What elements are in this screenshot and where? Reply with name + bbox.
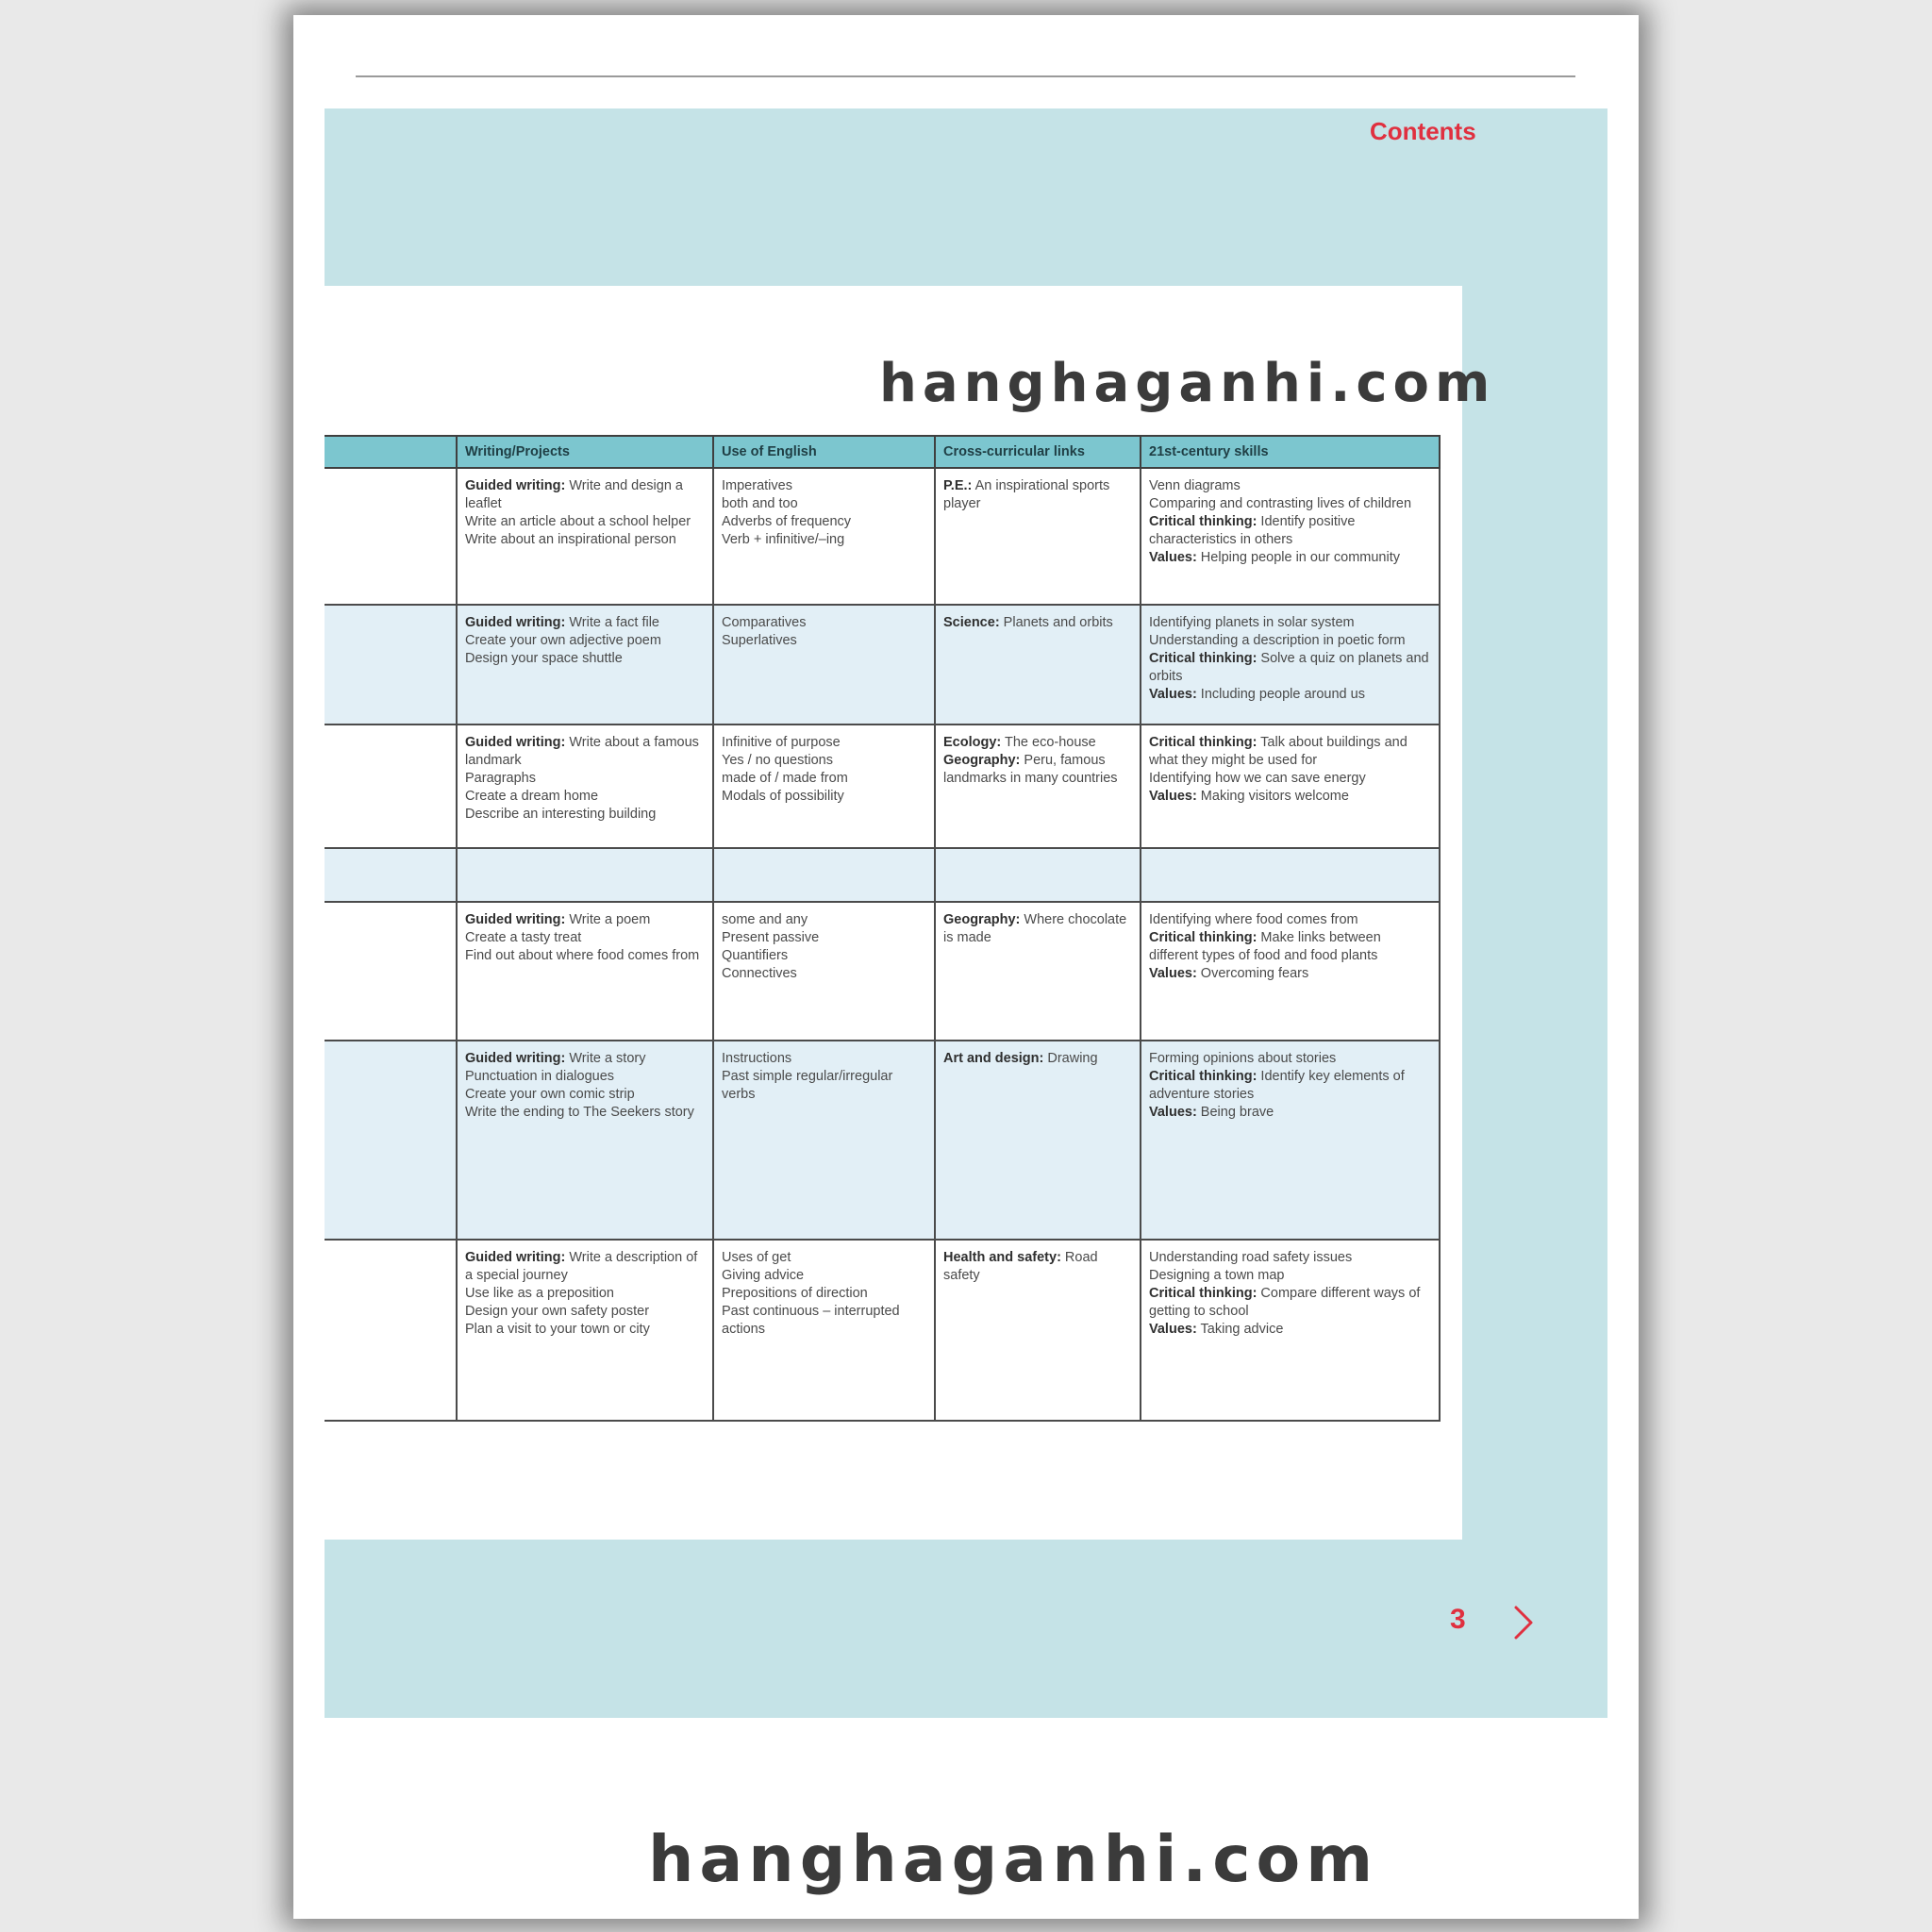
cell-line (722, 911, 926, 929)
cell-skills (1141, 468, 1440, 605)
cell-line (1149, 734, 1431, 770)
line-text: Superlatives (722, 633, 797, 648)
cell-line (1149, 911, 1431, 929)
cell-line (722, 788, 926, 806)
line-text: Create your own adjective poem (465, 633, 661, 648)
cell-line (943, 752, 1132, 788)
line-text: Write a fact file (565, 615, 659, 630)
line-label: Values: (1149, 1322, 1197, 1337)
cell-line (722, 495, 926, 513)
cell-english (713, 724, 935, 848)
table-row (325, 848, 1440, 902)
line-text: made of / made from (722, 771, 848, 786)
line-label: Guided writing: (465, 1250, 566, 1265)
cell-links (935, 605, 1141, 724)
line-text: Connectives (722, 966, 797, 981)
cell-line (465, 632, 705, 650)
line-text: Identifying how we can save energy (1149, 771, 1366, 786)
cell-line (722, 1050, 926, 1068)
cell-writing (457, 1240, 713, 1421)
line-text: Paragraphs (465, 771, 536, 786)
line-text: Talk about buildings and what they might be used for (1149, 735, 1407, 768)
line-label: Critical thinking: (1149, 1069, 1257, 1084)
line-text: Comparatives (722, 615, 807, 630)
line-text: Quantifiers (722, 948, 789, 963)
contents-link[interactable]: Contents (1370, 117, 1476, 145)
cell-line (465, 513, 705, 531)
cell-line (465, 1086, 705, 1104)
cell-links (935, 724, 1141, 848)
row-label-cell (325, 848, 457, 902)
line-text: Write about a famous landmark (465, 735, 699, 768)
syllabus-table (325, 435, 1441, 1422)
line-text: Uses of get (722, 1250, 791, 1265)
line-text: Design your space shuttle (465, 651, 623, 666)
line-text: Being brave (1196, 1105, 1274, 1120)
cell-line (722, 770, 926, 788)
line-label: Values: (1149, 687, 1197, 702)
cell-line (1149, 1068, 1431, 1104)
cell-line (722, 1285, 926, 1303)
table-row (325, 724, 1440, 848)
cell-line (465, 1068, 705, 1086)
line-text: Solve a quiz on planets and orbits (1149, 651, 1429, 684)
line-text: Describe an interesting building (465, 807, 657, 822)
line-label: Critical thinking: (1149, 514, 1257, 529)
cell-line (1149, 1249, 1431, 1267)
line-text: Including people around us (1196, 687, 1365, 702)
line-text: Write an article about a school helper (465, 514, 691, 529)
column-header: 21st-century skills (1141, 436, 1440, 468)
cell-line (465, 788, 705, 806)
line-text: Write about an inspirational person (465, 532, 676, 547)
line-text: Write and design a leaflet (465, 478, 683, 511)
cell-skills (1141, 1240, 1440, 1421)
table-row (325, 605, 1440, 724)
line-text: Understanding a description in poetic form (1149, 633, 1406, 648)
line-label: Health and safety: (943, 1250, 1061, 1265)
cell-line (722, 947, 926, 965)
line-text: The eco-house (1001, 735, 1096, 750)
line-label: Guided writing: (465, 478, 566, 493)
line-text: Helping people in our community (1196, 550, 1400, 565)
row-label-cell (325, 1240, 457, 1421)
line-text: Verb + infinitive/–ing (722, 532, 845, 547)
line-text: Design your own safety poster (465, 1304, 650, 1319)
table-header-row (325, 436, 1440, 468)
cell-line (722, 752, 926, 770)
line-text: Planets and orbits (999, 615, 1113, 630)
line-label: Science: (943, 615, 1000, 630)
line-text: Making visitors welcome (1196, 789, 1349, 804)
line-text: Taking advice (1196, 1322, 1284, 1337)
cell-line (1149, 1104, 1431, 1122)
cell-writing (457, 1041, 713, 1240)
cell-skills (1141, 724, 1440, 848)
line-label: Guided writing: (465, 615, 566, 630)
cell-line (1149, 549, 1431, 567)
cell-line (1149, 513, 1431, 549)
line-text: Identifying where food comes from (1149, 912, 1358, 927)
cell-line (943, 1249, 1132, 1285)
cell-line (465, 1104, 705, 1122)
line-text: Use like as a preposition (465, 1286, 614, 1301)
cell-line (465, 1249, 705, 1285)
cell-line (943, 614, 1132, 632)
chevron-right-icon[interactable] (1512, 1604, 1535, 1641)
line-text: some and any (722, 912, 808, 927)
cell-line (943, 911, 1132, 947)
row-label-cell (325, 468, 457, 605)
cell-skills (1141, 1041, 1440, 1240)
line-label: Critical thinking: (1149, 735, 1257, 750)
line-text: Past simple regular/irregular verbs (722, 1069, 893, 1102)
table-row (325, 468, 1440, 605)
cell-skills (1141, 848, 1440, 902)
line-text: Present passive (722, 930, 820, 945)
page-number: 3 (1450, 1604, 1466, 1635)
line-label: Values: (1149, 550, 1197, 565)
cell-links (935, 468, 1141, 605)
cell-line (722, 734, 926, 752)
line-text: Imperatives (722, 478, 792, 493)
cell-line (722, 513, 926, 531)
cell-english (713, 468, 935, 605)
column-header (325, 436, 457, 468)
line-label: Guided writing: (465, 735, 566, 750)
cell-line (722, 929, 926, 947)
line-label: Geography: (943, 753, 1021, 768)
cell-line (465, 1050, 705, 1068)
cell-links (935, 848, 1141, 902)
table-row (325, 1041, 1440, 1240)
line-text: Past continuous – interrupted actions (722, 1304, 900, 1337)
top-rule (356, 75, 1575, 77)
line-text: Write a story (565, 1051, 646, 1066)
cell-english (713, 848, 935, 902)
line-label: Values: (1149, 789, 1197, 804)
line-text: Create a dream home (465, 789, 599, 804)
row-label-cell (325, 902, 457, 1041)
cell-line (1149, 788, 1431, 806)
line-label: Guided writing: (465, 912, 566, 927)
line-text: Write a description of a special journey (465, 1250, 698, 1283)
cell-line (722, 477, 926, 495)
line-label: Art and design: (943, 1051, 1044, 1066)
line-label: Values: (1149, 966, 1197, 981)
line-label: Guided writing: (465, 1051, 566, 1066)
cell-line (465, 614, 705, 632)
cell-line (722, 1249, 926, 1267)
line-text: Modals of possibility (722, 789, 844, 804)
column-header: Writing/Projects (457, 436, 713, 468)
cell-line (1149, 632, 1431, 650)
line-label: P.E.: (943, 478, 973, 493)
line-label: Ecology: (943, 735, 1002, 750)
line-text: Find out about where food comes from (465, 948, 700, 963)
row-label-cell (325, 724, 457, 848)
cell-writing (457, 848, 713, 902)
cell-line (1149, 614, 1431, 632)
line-text: Road safety (943, 1250, 1098, 1283)
line-text: Infinitive of purpose (722, 735, 841, 750)
watermark-text: hanghaganhi.com (648, 1823, 1379, 1897)
cell-line (1149, 477, 1431, 495)
cell-line (722, 1303, 926, 1339)
cell-line (722, 1267, 926, 1285)
cell-skills (1141, 902, 1440, 1041)
cell-english (713, 902, 935, 1041)
line-text: Overcoming fears (1196, 966, 1309, 981)
cell-links (935, 1240, 1141, 1421)
cell-line (1149, 495, 1431, 513)
cell-line (1149, 1050, 1431, 1068)
cell-english (713, 1041, 935, 1240)
line-label: Critical thinking: (1149, 651, 1257, 666)
cell-line (943, 1050, 1132, 1068)
cell-line (1149, 686, 1431, 704)
line-text: Punctuation in dialogues (465, 1069, 615, 1084)
cell-line (722, 632, 926, 650)
cell-line (465, 806, 705, 824)
cell-line (722, 614, 926, 632)
cell-writing (457, 605, 713, 724)
cell-line (465, 734, 705, 770)
line-text: Instructions (722, 1051, 792, 1066)
line-text: Peru, famous landmarks in many countries (943, 753, 1118, 786)
cell-line (943, 734, 1132, 752)
cell-line (465, 1285, 705, 1303)
cell-line (1149, 1321, 1431, 1339)
cell-line (465, 770, 705, 788)
cell-line (1149, 965, 1431, 983)
cell-line (943, 477, 1132, 513)
cell-line (1149, 1267, 1431, 1285)
cell-line (722, 1068, 926, 1104)
line-text: Yes / no questions (722, 753, 833, 768)
cell-line (465, 477, 705, 513)
table-row (325, 1240, 1440, 1421)
line-label: Critical thinking: (1149, 930, 1257, 945)
cell-skills (1141, 605, 1440, 724)
line-text: Write the ending to The Seekers story (465, 1105, 694, 1120)
line-text: Plan a visit to your town or city (465, 1322, 650, 1337)
cell-line (1149, 929, 1431, 965)
line-text: Drawing (1043, 1051, 1098, 1066)
cell-line (465, 1321, 705, 1339)
line-text: Compare different ways of getting to school (1149, 1286, 1421, 1319)
line-label: Geography: (943, 912, 1021, 927)
cell-line (1149, 1285, 1431, 1321)
line-text: Designing a town map (1149, 1268, 1285, 1283)
line-text: Create a tasty treat (465, 930, 582, 945)
line-label: Values: (1149, 1105, 1197, 1120)
line-text: Understanding road safety issues (1149, 1250, 1353, 1265)
cell-line (465, 947, 705, 965)
cell-writing (457, 468, 713, 605)
cell-links (935, 1041, 1141, 1240)
line-text: Adverbs of frequency (722, 514, 852, 529)
cell-line (722, 965, 926, 983)
line-text: Make links between different types of food and food plants (1149, 930, 1381, 963)
cell-line (465, 650, 705, 668)
line-text: Where chocolate is made (943, 912, 1127, 945)
line-text: Comparing and contrasting lives of children (1149, 496, 1412, 511)
line-text: Forming opinions about stories (1149, 1051, 1337, 1066)
line-text: Identify positive characteristics in others (1149, 514, 1356, 547)
line-text: Write a poem (565, 912, 651, 927)
column-header: Use of English (713, 436, 935, 468)
table-row (325, 902, 1440, 1041)
cell-line (1149, 770, 1431, 788)
line-text: Identifying planets in solar system (1149, 615, 1355, 630)
cell-line (465, 929, 705, 947)
cell-english (713, 605, 935, 724)
cell-line (722, 531, 926, 549)
row-label-cell (325, 1041, 457, 1240)
line-label: Critical thinking: (1149, 1286, 1257, 1301)
line-text: Venn diagrams (1149, 478, 1241, 493)
cell-writing (457, 902, 713, 1041)
cell-line (465, 911, 705, 929)
line-text: both and too (722, 496, 798, 511)
row-label-cell (325, 605, 457, 724)
cell-line (465, 531, 705, 549)
line-text: An inspirational sports player (943, 478, 1110, 511)
cell-line (465, 1303, 705, 1321)
watermark-text: hanghaganhi.com (879, 353, 1496, 414)
cell-line (1149, 650, 1431, 686)
cell-writing (457, 724, 713, 848)
line-text: Identify key elements of adventure stories (1149, 1069, 1405, 1102)
cell-links (935, 902, 1141, 1041)
line-text: Giving advice (722, 1268, 805, 1283)
line-text: Prepositions of direction (722, 1286, 868, 1301)
line-text: Create your own comic strip (465, 1087, 635, 1102)
column-header: Cross-curricular links (935, 436, 1141, 468)
cell-english (713, 1240, 935, 1421)
